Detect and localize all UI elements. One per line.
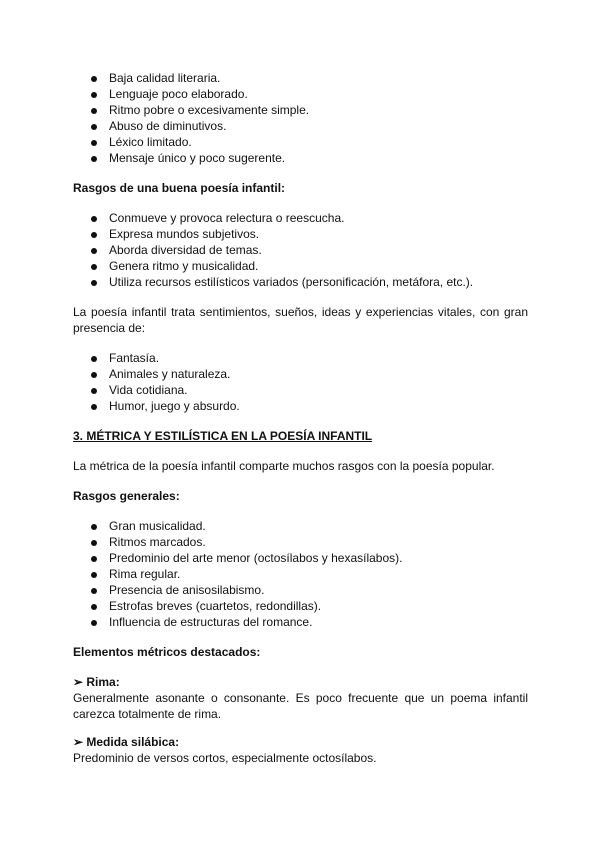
syllable-measure-paragraph: Predominio de versos cortos, especialmente octosílabos. [73,751,377,765]
list-item: Rima regular. [73,566,528,582]
metric-elements-heading: Elementos métricos destacados: [73,645,261,659]
good-poetry-heading: Rasgos de una buena poesía infantil: [73,181,286,195]
list-item: Presencia de anisosilabismo. [73,582,528,598]
good-poetry-traits-list [73,210,528,290]
list-item: Aborda diversidad de temas. [73,242,528,258]
list-item: Ritmos marcados. [73,534,528,550]
list-item: Ritmo pobre o excesivamente simple. [73,102,528,118]
themes-paragraph: La poesía infantil trata sentimientos, sueños, ideas y experiencias vitales, con gran presencia de: [73,305,528,335]
general-traits-heading: Rasgos generales: [73,489,180,503]
list-item: Lenguaje poco elaborado. [73,86,528,102]
page-content [73,70,528,766]
list-item: Humor, juego y absurdo. [73,398,528,414]
list-item: Expresa mundos subjetivos. [73,226,528,242]
list-item: Baja calidad literaria. [73,70,528,86]
list-item: Animales y naturaleza. [73,366,528,382]
list-item: Abuso de diminutivos. [73,118,528,134]
weak-poetry-traits-list [73,70,528,166]
list-item: Estrofas breves (cuartetos, redondillas). [73,598,528,614]
section-title: 3. MÉTRICA Y ESTILÍSTICA EN LA POESÍA INFANTIL [73,429,373,443]
list-item: Vida cotidiana. [73,382,528,398]
list-item: Utiliza recursos estilísticos variados (personificación, metáfora, etc.). [73,274,528,290]
list-item: Gran musicalidad. [73,518,528,534]
themes-list [73,350,528,414]
general-traits-list [73,518,528,630]
metrics-intro-paragraph: La métrica de la poesía infantil comparte muchos rasgos con la poesía popular. [73,459,495,473]
list-item: Mensaje único y poco sugerente. [73,150,528,166]
list-item: Genera ritmo y musicalidad. [73,258,528,274]
rhyme-paragraph: Generalmente asonante o consonante. Es poco frecuente que un poema infantil carezca totalmente de rima. [73,691,528,721]
rhyme-subheading: ➢ Rima: [73,675,120,689]
list-item: Léxico limitado. [73,134,528,150]
list-item: Influencia de estructuras del romance. [73,614,528,630]
list-item: Predominio del arte menor (octosílabos y hexasílabos). [73,550,528,566]
list-item: Fantasía. [73,350,528,366]
list-item: Conmueve y provoca relectura o reescucha. [73,210,528,226]
syllable-measure-subheading: ➢ Medida silábica: [73,735,180,749]
